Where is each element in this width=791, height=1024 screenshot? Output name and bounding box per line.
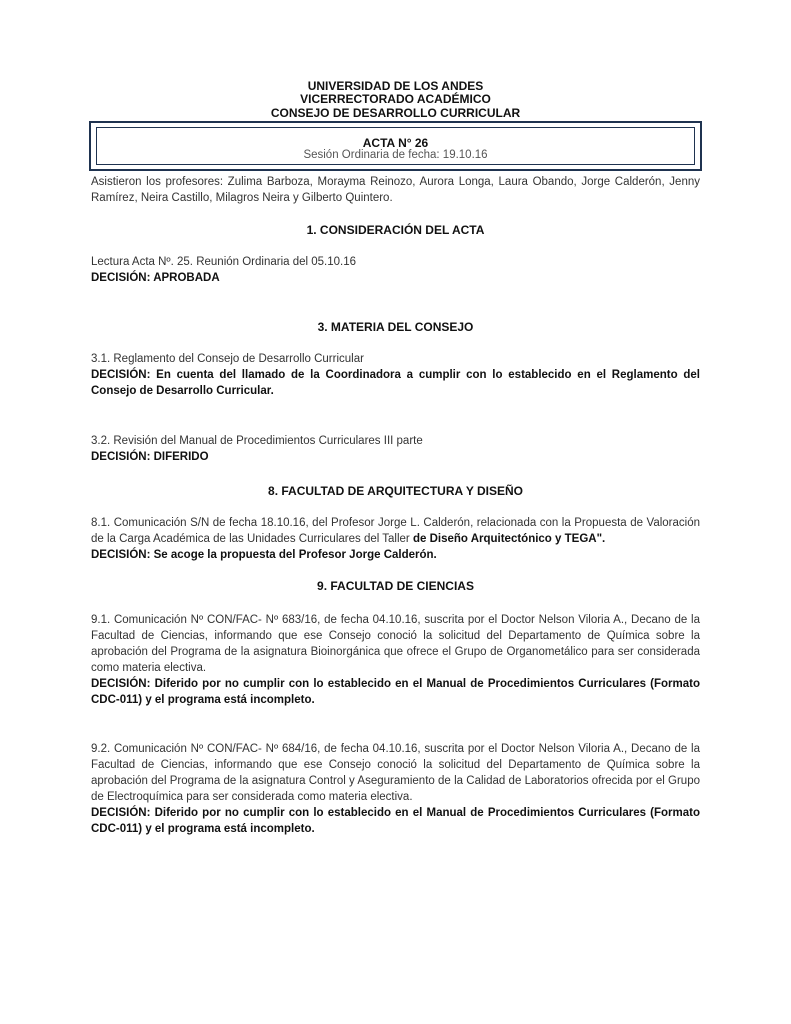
section-8-item	[91, 515, 700, 547]
section-9-decision-2: DECISIÓN: Diferido por no cumplir con lo establecido en el Manual de Procedimientos Curriculares (Formato CDC-011) y el programa está incompleto.	[91, 807, 700, 835]
section-8-item-bold: de Diseño Arquitectónico y TEGA".	[412, 533, 606, 545]
vicerrectorado-name: VICERRECTORADO ACADÉMICO	[300, 92, 491, 106]
section-8-decision: DECISIÓN: Se acoge la propuesta del Profesor Jorge Calderón.	[91, 549, 437, 561]
section-9-item-2: 9.2. Comunicación Nº CON/FAC- Nº 684/16, de fecha 04.10.16, suscrita por el Doctor Nelson Viloria A., Decano de la Facultad de Ciencias, informando que ese Consejo conoció la solicitud del Departamento de Química sobre la aprobación del Programa de la asignatura Control y Aseguramiento de la Calidad de Laboratorios ofrecida por el Grupo de Electroquímica para ser considerada como materia electiva.	[91, 743, 700, 803]
acta-title-box-inner	[96, 127, 695, 165]
section-1-decision: DECISIÓN: APROBADA	[91, 272, 220, 284]
council-name: CONSEJO DE DESARROLLO CURRICULAR	[270, 106, 521, 120]
attendees-paragraph: Asistieron los profesores: Zulima Barboza, Morayma Reinozo, Aurora Longa, Laura Obando, Jorge Calderón, Jenny Ramírez, Neira Castillo, Milagros Neira y Gilberto Quintero.	[91, 176, 700, 204]
acta-title-box	[89, 121, 702, 171]
section-3-decision-2: DECISIÓN: DIFERIDO	[91, 451, 209, 463]
section-3-item-1: 3.1. Reglamento del Consejo de Desarrollo Curricular	[91, 353, 364, 365]
section-1-item: Lectura Acta Nº. 25. Reunión Ordinaria del 05.10.16	[91, 256, 357, 268]
section-1-title: 1. CONSIDERACIÓN DEL ACTA	[306, 223, 485, 237]
session-date: Sesión Ordinaria de fecha: 19.10.16	[303, 149, 488, 161]
section-9-title: 9. FACULTAD DE CIENCIAS	[317, 579, 474, 593]
section-3-title: 3. MATERIA DEL CONSEJO	[317, 320, 474, 334]
section-9-decision-1: DECISIÓN: Diferido por no cumplir con lo establecido en el Manual de Procedimientos Curriculares (Formato CDC-011) y el programa está incompleto.	[91, 678, 700, 706]
section-3-decision-1: DECISIÓN: En cuenta del llamado de la Coordinadora a cumplir con lo establecido en el Reglamento del Consejo de Desarrollo Curricular.	[91, 369, 700, 397]
section-8-item-text: 8.1. Comunicación S/N de fecha 18.10.16, del Profesor Jorge L. Calderón, relacionada con la Propuesta de Valoración de la Carga Académica de las Unidades Curriculares del Taller	[91, 517, 700, 545]
section-3-item-2: 3.2. Revisión del Manual de Procedimientos Curriculares III parte	[91, 435, 423, 447]
university-name: UNIVERSIDAD DE LOS ANDES	[307, 79, 484, 93]
acta-number: ACTA N° 26	[362, 136, 429, 150]
section-9-item-1: 9.1. Comunicación Nº CON/FAC- Nº 683/16, de fecha 04.10.16, suscrita por el Doctor Nelson Viloria A., Decano de la Facultad de Ciencias, informando que ese Consejo conoció la solicitud del Departamento de Química sobre la aprobación del Programa de la asignatura Bioinorgánica que ofrece el Grupo de Organometálico para ser considerada como materia electiva.	[91, 614, 700, 674]
section-8-title: 8. FACULTAD DE ARQUITECTURA Y DISEÑO	[268, 484, 523, 498]
